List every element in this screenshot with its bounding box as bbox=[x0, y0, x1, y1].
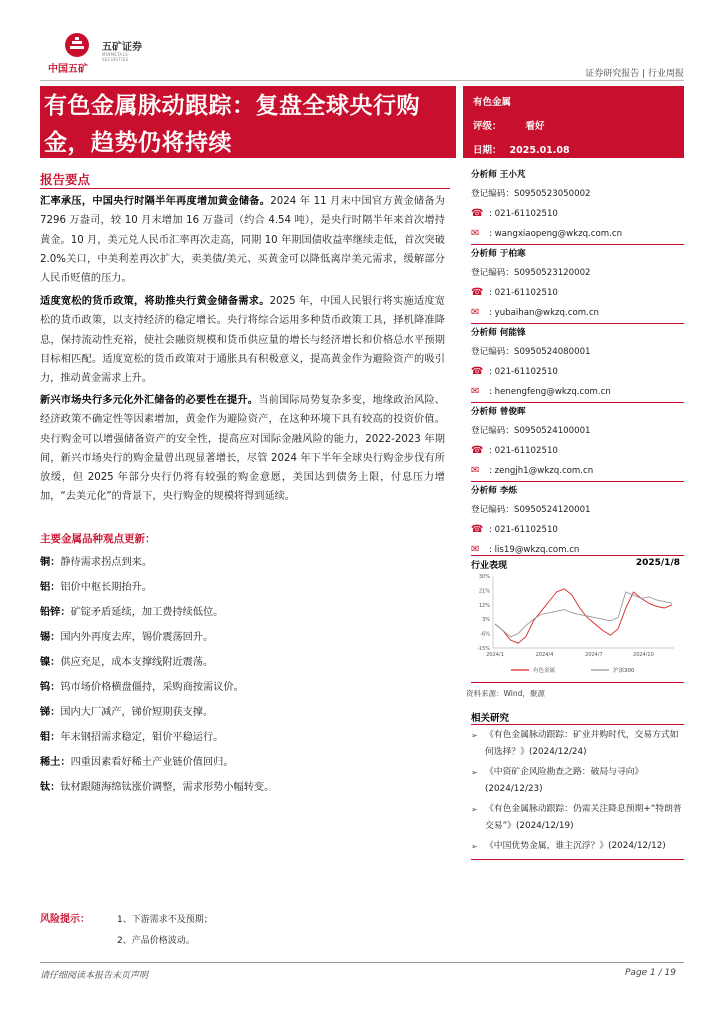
email-icon: ✉ bbox=[471, 544, 480, 555]
legend-label: 有色金属 bbox=[533, 668, 556, 674]
related-list bbox=[471, 727, 684, 858]
analyst-reg: 登记编码：S0950524080001 bbox=[471, 347, 591, 357]
related-item[interactable]: ➢ 《中国优势金属，谁主沉浮？》(2024/12/12) bbox=[471, 838, 684, 855]
arrow-icon: ➢ bbox=[471, 768, 478, 777]
related-item[interactable]: ➢ 《中资矿企风险勘查之路：破局与寻向》(2024/12/23) bbox=[471, 764, 684, 798]
rating-box bbox=[463, 86, 684, 158]
summary-paragraph-3: 新兴市场央行多元化外汇储备的必要性在提升。当前国际局势复杂多变，地缘政治风险、经济政策不确定性等因素增加，黄金作为避险资产，在这种环境下具有较高的投资价值。央行购金可以增强储备资产的安全性，提高应对国际金融风险的能力，2022-2023 年期间，新兴市场央行的购金量曾出现显著增长，尽管 2024 年下半年全球央行购金步伐有所放缓，但 2025 年部分央行仍将有较强的购金意愿，美国达到债务上限，付息压力增加，“去美元化”的背景下，央行购金的规模将得到延续。 bbox=[40, 395, 445, 503]
rating-value: 看好 bbox=[525, 121, 545, 132]
related-bottom-divider bbox=[471, 859, 684, 860]
phone-icon: ☎ bbox=[471, 287, 484, 298]
analyst-list bbox=[471, 166, 684, 560]
series-line-1 bbox=[495, 592, 672, 637]
data-source: 资料来源：Wind，聚源 bbox=[466, 689, 545, 698]
analyst-email[interactable]: ✉ : zengjh1@wkzq.com.cn bbox=[471, 461, 684, 481]
industry-performance bbox=[471, 555, 684, 683]
industry-label: 有色金属 bbox=[473, 97, 512, 108]
analyst-name: 分析师 曾俊晖 bbox=[471, 407, 526, 417]
analyst-reg: 登记编码：S0950523120002 bbox=[471, 268, 591, 278]
metal-item: 铝：铝价中枢长期抬升。 bbox=[40, 582, 153, 593]
metal-item: 钼：年末钢招需求稳定，钼价平稳运行。 bbox=[40, 732, 224, 743]
analyst-card bbox=[471, 403, 684, 481]
risk-label: 风险提示： bbox=[40, 914, 90, 925]
metal-item: 锡：国内外再度去库，锡价震荡回升。 bbox=[40, 632, 214, 643]
analyst-reg: 登记编码：S0950524100001 bbox=[471, 426, 591, 436]
metal-item: 钨：钨市场价格横盘僵持，采购商按需议价。 bbox=[40, 682, 244, 693]
logo-cn: 中国五矿 bbox=[48, 64, 88, 75]
y-tick-label: 30% bbox=[478, 574, 490, 580]
performance-chart bbox=[471, 570, 684, 682]
analyst-card bbox=[471, 245, 684, 323]
analyst-name: 分析师 于柏寒 bbox=[471, 249, 526, 259]
report-title-line1: 有色金属脉动跟踪：复盘全球央行购 bbox=[44, 93, 420, 119]
x-tick-label: 2024/10 bbox=[633, 652, 654, 658]
logo-sub: 五矿证券 bbox=[102, 42, 142, 53]
risk-item: 1、下游需求不及预期； bbox=[117, 915, 213, 925]
summary-paragraph-2: 适度宽松的货币政策，将助推央行黄金储备需求。2025 年，中国人民银行将实施适度宽松的货币政策，以支持经济的稳定增长。央行将综合运用多种货币政策工具，择机降准降息，保持流动性充裕，使社会融资规模和货币供应量的增长与经济增长和价格总水平预期目标相匹配。适度宽松的货币政策对于通胀具有积极意义，提高黄金作为避险资产的吸引力，推动黄金需求上升。 bbox=[40, 296, 445, 385]
analyst-email[interactable]: ✉ : henengfeng@wkzq.com.cn bbox=[471, 382, 684, 402]
x-tick-label: 2024/4 bbox=[535, 652, 554, 658]
phone-icon: ☎ bbox=[471, 445, 484, 456]
rating-row: 评级： 看好 bbox=[473, 121, 545, 132]
x-tick-label: 2024/7 bbox=[585, 652, 603, 658]
analyst-reg: 登记编码：S0950523050002 bbox=[471, 189, 591, 199]
risk-list bbox=[117, 910, 213, 952]
logo-en: MINMETALS SECURITIES bbox=[102, 52, 129, 62]
email-icon: ✉ bbox=[471, 465, 480, 476]
performance-title: 行业表现 bbox=[471, 561, 508, 571]
analyst-email[interactable]: ✉ : lis19@wkzq.com.cn bbox=[471, 540, 684, 560]
summary-paragraph-1: 汇率承压，中国央行时隔半年再度增加黄金储备。2024 年 11 月末中国官方黄金储备为 7296 万盎司，较 10 月末增加 16 万盎司（约合 4.54 吨），是央行时隔半年来首次增持黄金。10 月，美元兑人民币汇率再次走高，同期 10 年期国债收益率继续走低，首次突破 2.0%关口，中美利差再次扩大，卖美债/美元、买黄金可以降低离岸美元需求，缓解部分人民币贬值的压力。 bbox=[40, 196, 445, 285]
related-item[interactable]: ➢ 《有色金属脉动跟踪：仍需关注降息预期+“特朗普交易”》(2024/12/19) bbox=[471, 801, 684, 835]
metal-item: 稀土：四重因素看好稀土产业链价值回归。 bbox=[40, 757, 234, 768]
arrow-icon: ➢ bbox=[471, 805, 478, 814]
date-row: 日期： 2025.01.08 bbox=[473, 145, 570, 156]
metal-item: 锑：国内大厂减产，锑价短期获支撑。 bbox=[40, 707, 214, 718]
metals-section-title: 主要金属品种观点更新： bbox=[40, 533, 156, 545]
arrow-icon: ➢ bbox=[471, 731, 478, 740]
series-line-0 bbox=[495, 589, 672, 643]
metal-item: 铅锌：矿锭矛盾延续，加工费持续低位。 bbox=[40, 607, 224, 618]
y-tick-label: 3% bbox=[482, 617, 490, 624]
phone-icon: ☎ bbox=[471, 366, 484, 377]
analyst-card bbox=[471, 482, 684, 560]
header-divider bbox=[40, 80, 684, 81]
page-number: Page 1 / 19 bbox=[625, 968, 676, 978]
date-value: 2025.01.08 bbox=[509, 145, 570, 156]
analyst-name: 分析师 何能锋 bbox=[471, 328, 526, 338]
metal-item: 铜：静待需求拐点到来。 bbox=[40, 557, 153, 568]
analyst-phone: ☎ : 021-61102510 bbox=[471, 204, 684, 224]
analyst-name: 分析师 李烁 bbox=[471, 486, 517, 496]
analyst-card bbox=[471, 324, 684, 402]
x-tick-label: 2024/1 bbox=[486, 652, 504, 658]
related-item[interactable]: ➢ 《有色金属脉动跟踪：矿业并购时代，交易方式如何选择？》(2024/12/24) bbox=[471, 727, 684, 761]
analyst-name: 分析师 王小芃 bbox=[471, 170, 526, 180]
y-tick-label: 12% bbox=[478, 602, 490, 609]
analyst-phone: ☎ : 021-61102510 bbox=[471, 362, 684, 382]
report-type: 证券研究报告 | 行业周报 bbox=[585, 69, 684, 79]
footer-disclaimer: 请仔细阅读本报告末页声明 bbox=[40, 971, 149, 981]
y-tick-label: -6% bbox=[480, 631, 490, 638]
analyst-email[interactable]: ✉ : yubaihan@wkzq.com.cn bbox=[471, 303, 684, 323]
analyst-phone: ☎ : 021-61102510 bbox=[471, 520, 684, 540]
email-icon: ✉ bbox=[471, 228, 480, 239]
summary-divider bbox=[40, 188, 450, 189]
analyst-email[interactable]: ✉ : wangxiaopeng@wkzq.com.cn bbox=[471, 224, 684, 244]
legend-label: 沪深300 bbox=[613, 668, 635, 674]
minmetals-logo-icon bbox=[64, 32, 90, 58]
title-banner bbox=[40, 86, 456, 158]
metal-item: 钛：钛材跟随海绵钛涨价调整，需求形势小幅转变。 bbox=[40, 782, 275, 793]
related-title: 相关研究 bbox=[471, 713, 510, 724]
arrow-icon: ➢ bbox=[471, 842, 478, 851]
phone-icon: ☎ bbox=[471, 524, 484, 535]
analyst-card bbox=[471, 166, 684, 244]
related-divider bbox=[471, 724, 684, 725]
analyst-phone: ☎ : 021-61102510 bbox=[471, 283, 684, 303]
company-logo bbox=[44, 30, 154, 75]
email-icon: ✉ bbox=[471, 307, 480, 318]
analyst-reg: 登记编码：S0950524120001 bbox=[471, 505, 591, 515]
metal-item: 镍：供应充足，成本支撑线附近震荡。 bbox=[40, 657, 214, 668]
phone-icon: ☎ bbox=[471, 208, 484, 219]
y-tick-label: -15% bbox=[477, 646, 490, 652]
performance-date: 2025/1/8 bbox=[635, 558, 680, 568]
footer-divider bbox=[40, 962, 684, 963]
email-icon: ✉ bbox=[471, 386, 480, 397]
metals-list bbox=[40, 550, 450, 800]
risk-item: 2、产品价格波动。 bbox=[117, 936, 195, 946]
analyst-phone: ☎ : 021-61102510 bbox=[471, 441, 684, 461]
report-title-line2: 金，趋势仍将持续 bbox=[44, 130, 232, 156]
y-tick-label: 21% bbox=[478, 588, 490, 595]
section-title-summary: 报告要点 bbox=[40, 172, 91, 187]
